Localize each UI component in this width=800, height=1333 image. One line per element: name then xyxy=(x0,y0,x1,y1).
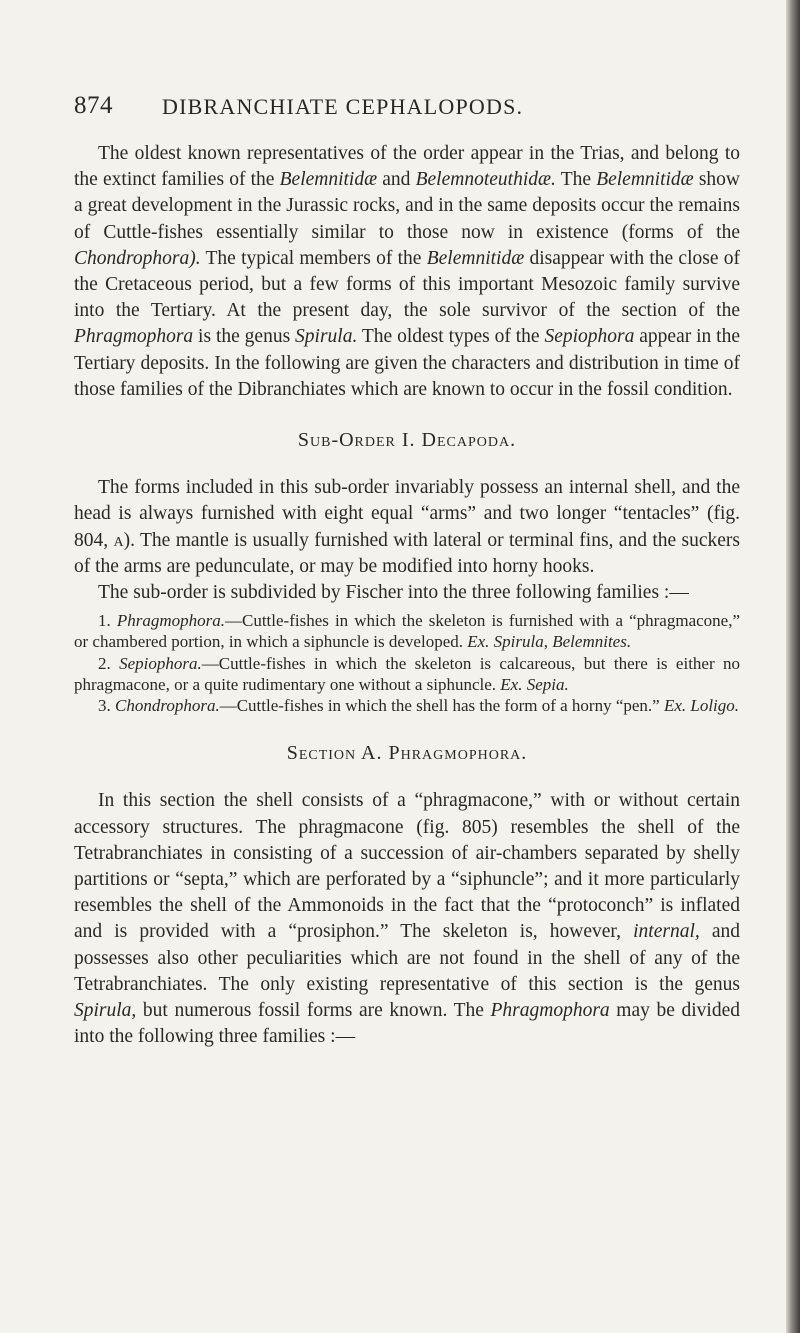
text-run: but numerous fossil forms are known. The xyxy=(136,1000,491,1022)
list-text: —Cuttle-fishes in which the skeleton is furnished with a “phragmacone,” or chambered portion, in which a siphuncle is developed. xyxy=(74,611,741,652)
text-run: The xyxy=(555,169,597,191)
example: Ex. Loligo. xyxy=(663,696,740,716)
text-run: ). The mantle is usually furnished with lateral or terminal fins, and the suckers of the arms are pedunculate, or may be modified into horny hooks. xyxy=(74,529,741,577)
list-number: 1. xyxy=(98,611,117,631)
figure-letter: a xyxy=(113,529,124,551)
running-title: DIBRANCHIATE CEPHALOPODS. xyxy=(162,94,524,119)
paragraph-decapoda xyxy=(74,475,740,580)
page-number: 874 xyxy=(74,92,113,119)
example: Ex. Sepia. xyxy=(500,674,569,694)
text-run: and possesses also other peculiarities which are not found in the shell of any of the Tetrabranchiates. The only existing representative of this section is the genus xyxy=(74,921,741,995)
emphasis: internal, xyxy=(633,921,700,943)
text-run: may be divided into the following three families :— xyxy=(74,1000,740,1048)
example: Ex. Spirula xyxy=(467,632,544,652)
separator: , xyxy=(543,632,553,652)
family-list xyxy=(74,610,740,716)
list-text: —Cuttle-fishes in which the skeleton is calcareous, but there is either no phragmacone, or a quite rudimentary one without a siphuncle. xyxy=(74,653,740,694)
family-name: Chondrophora. xyxy=(115,696,220,716)
text-run: disappear with the close of the Cretaceous period, but a few forms of this important Mesozoic family survive into the Tertiary. At the present day, the sole survivor of the section of the xyxy=(74,247,741,322)
list-number: 3. xyxy=(98,696,115,716)
section-heading-decapoda: Sub-Order I. Decapoda. xyxy=(297,429,517,452)
taxon-name: Sepiophora xyxy=(544,326,635,348)
paragraph-intro xyxy=(74,141,740,403)
text-run: In this section the shell consists of a “phragmacone,” with or without certain accessory structures. The phragmacone (fig. 805) resembles the shell of the Tetrabranchiates in consisting of a succession of air-chambers separated by shelly partitions or “septa,” which are perforated by a “siphuncle”; and it more particularly resembles the shell of the Ammonoids in the fact that the “protoconch” is inflated and is provided with a “prosiphon.” The skeleton is, however, xyxy=(74,790,740,943)
family-name: Sepiophora. xyxy=(119,653,202,673)
page-header xyxy=(74,92,760,126)
text-run: and xyxy=(377,169,416,191)
text-run: The typical members of the xyxy=(200,247,427,269)
text-run: show a great development in the Jurassic rocks, and in the same deposits occur the remains of Cuttle-fishes essentially similar to those now in existence (forms of the xyxy=(74,169,741,243)
taxon-name: Spirula, xyxy=(74,1000,137,1022)
family-name: Phragmophora. xyxy=(116,611,225,631)
list-item xyxy=(74,695,740,716)
text-run: The oldest known representatives of the order appear in the Trias, and belong to the extinct families of the xyxy=(74,143,740,191)
paragraph-families-intro: The sub-order is subdivided by Fischer into the three following families :— xyxy=(98,582,689,604)
text-run: The forms included in this sub-order invariably possess an internal shell, and the head is always furnished with eight equal “arms” and two longer “tentacles” (fig. 804, xyxy=(74,477,740,551)
text-run: is the genus xyxy=(193,326,296,348)
taxon-name: Chondrophora). xyxy=(74,247,201,269)
list-item xyxy=(74,653,740,695)
list-text: —Cuttle-fishes in which the shell has the form of a horny “pen.” xyxy=(219,696,664,716)
section-heading-phragmophora: Section A. Phragmophora. xyxy=(286,742,528,765)
text-run: appear in the Tertiary deposits. In the following are given the characters and distribution in time of those families of the Dibranchiates which are known to occur in the fossil condition. xyxy=(74,326,740,400)
example: Belemnites. xyxy=(552,632,632,652)
page-body xyxy=(74,141,740,1051)
taxon-name: Belemnitidæ xyxy=(279,169,378,191)
taxon-name: Spirula. xyxy=(295,326,358,348)
taxon-name: Belemnitidæ xyxy=(596,169,694,191)
text-run: The oldest types of the xyxy=(357,326,545,348)
taxon-name: Belemnoteuthidæ. xyxy=(415,169,556,191)
paragraph-phragmophora xyxy=(74,788,740,1050)
taxon-name: Belemnitidæ xyxy=(426,247,525,269)
taxon-name: Phragmophora xyxy=(74,326,194,348)
taxon-name: Phragmophora xyxy=(490,1000,610,1022)
page-edge-shadow xyxy=(786,0,800,1333)
list-number: 2. xyxy=(98,653,120,673)
list-item xyxy=(74,610,740,652)
